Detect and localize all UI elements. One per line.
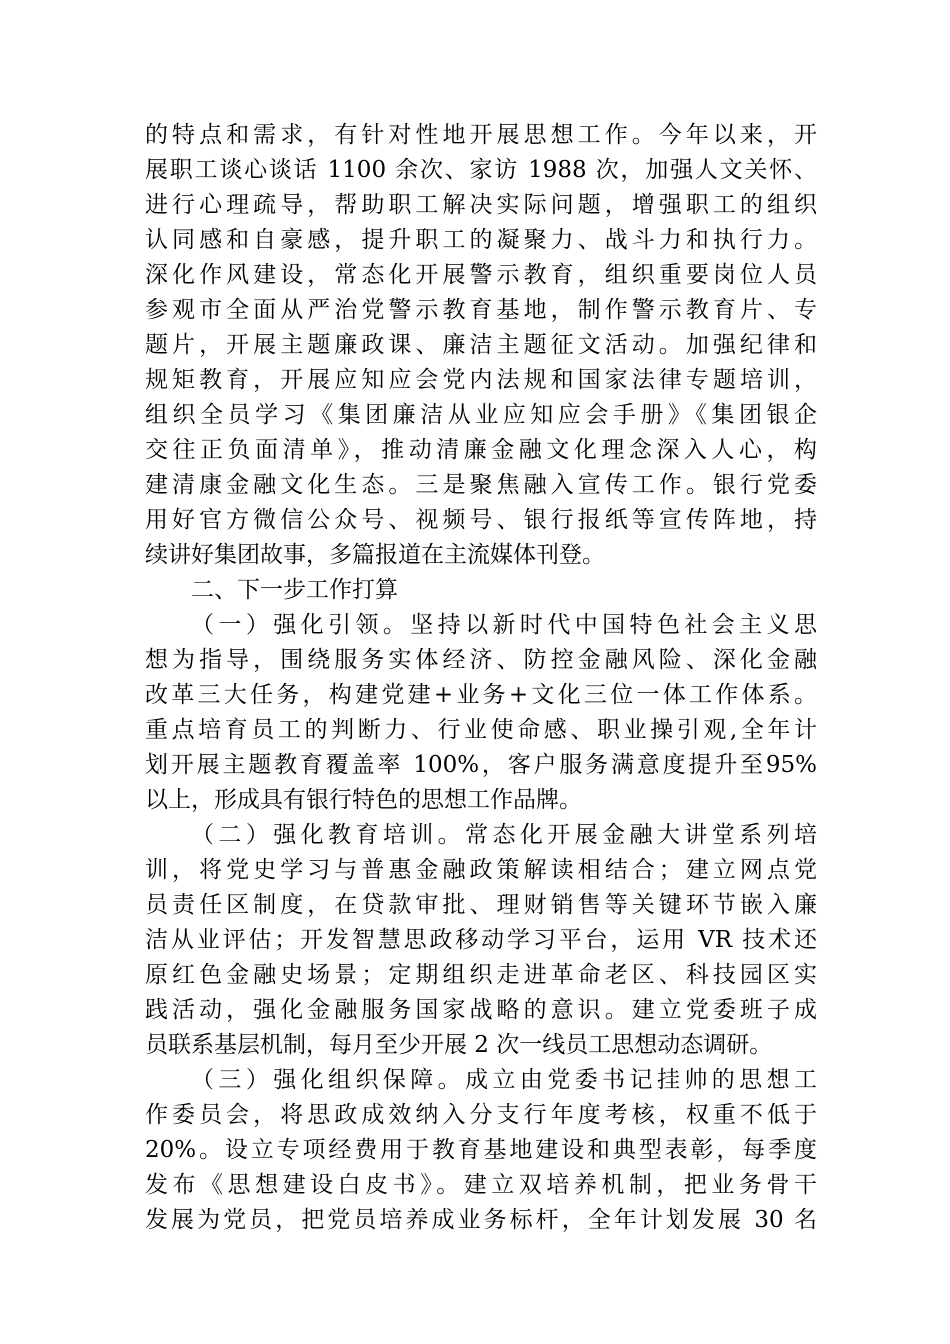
text-line: 续讲好集团故事，多篇报道在主流媒体刊登。 (145, 542, 605, 568)
text-line: （一）强化引领。坚持以新时代中国特色社会主义思 (191, 612, 817, 638)
text-line: （三）强化组织保障。成立由党委书记挂帅的思想工 (191, 1067, 817, 1093)
text-line: 展职工谈心谈话 1100 余次、家访 1988 次，加强人文关怀、 (145, 157, 817, 183)
section-heading: 二、下一步工作打算 (191, 577, 398, 603)
document-body (145, 118, 817, 1238)
text-line: 洁从业评估；开发智慧思政移动学习平台，运用 VR 技术还 (145, 927, 817, 953)
paragraph-section-2 (145, 818, 817, 1063)
text-line: 原红色金融史场景；定期组织走进革命老区、科技园区实 (145, 962, 817, 988)
text-line: 员联系基层机制，每月至少开展 2 次一线员工思想动态调研。 (145, 1032, 773, 1058)
text-line: 规矩教育，开展应知应会党内法规和国家法律专题培训， (145, 367, 817, 393)
text-line: 用好官方微信公众号、视频号、银行报纸等宣传阵地，持 (145, 507, 817, 533)
text-line: 以上，形成具有银行特色的思想工作品牌。 (145, 787, 582, 813)
text-line: 员责任区制度，在贷款审批、理财销售等关键环节嵌入廉 (145, 892, 817, 918)
text-line: 参观市全面从严治党警示教育基地，制作警示教育片、专 (145, 297, 817, 323)
paragraph-section-1 (145, 608, 817, 818)
text-line: 训，将党史学习与普惠金融政策解读相结合；建立网点党 (145, 857, 817, 883)
text-line: 想为指导，围绕服务实体经济、防控金融风险、深化金融 (145, 647, 817, 673)
text-line: 作委员会，将思政成效纳入分支行年度考核，权重不低于 (145, 1102, 817, 1128)
text-line: 进行心理疏导，帮助职工解决实际问题，增强职工的组织 (145, 192, 817, 218)
paragraph-section-3 (145, 1063, 817, 1238)
text-line: 题片，开展主题廉政课、廉洁主题征文活动。加强纪律和 (145, 332, 817, 358)
text-line: 交往正负面清单》，推动清廉金融文化理念深入人心，构 (145, 437, 817, 463)
text-line: 改革三大任务，构建党建+业务+文化三位一体工作体系。 (145, 682, 817, 708)
text-line: 划开展主题教育覆盖率 100%，客户服务满意度提升至95% (145, 752, 817, 778)
text-line: 的特点和需求，有针对性地开展思想工作。今年以来，开 (145, 122, 817, 148)
text-line: （二）强化教育培训。常态化开展金融大讲堂系列培 (191, 822, 817, 848)
text-line: 重点培育员工的判断力、行业使命感、职业操引观,全年计 (145, 717, 817, 743)
text-line: 认同感和自豪感，提升职工的凝聚力、战斗力和执行力。 (145, 227, 817, 253)
paragraph-continuation (145, 118, 817, 573)
text-line: 发展为党员，把党员培养成业务标杆，全年计划发展 30 名 (145, 1207, 817, 1233)
text-line: 组织全员学习《集团廉洁从业应知应会手册》《集团银企 (145, 402, 817, 428)
text-line: 建清康金融文化生态。三是聚焦融入宣传工作。银行党委 (145, 472, 817, 498)
text-line: 20%。设立专项经费用于教育基地建设和典型表彰，每季度 (145, 1137, 817, 1163)
text-line: 深化作风建设，常态化开展警示教育，组织重要岗位人员 (145, 262, 817, 288)
text-line: 践活动，强化金融服务国家战略的意识。建立党委班子成 (145, 997, 817, 1023)
text-line: 发布《思想建设白皮书》。建立双培养机制，把业务骨干 (145, 1172, 817, 1198)
